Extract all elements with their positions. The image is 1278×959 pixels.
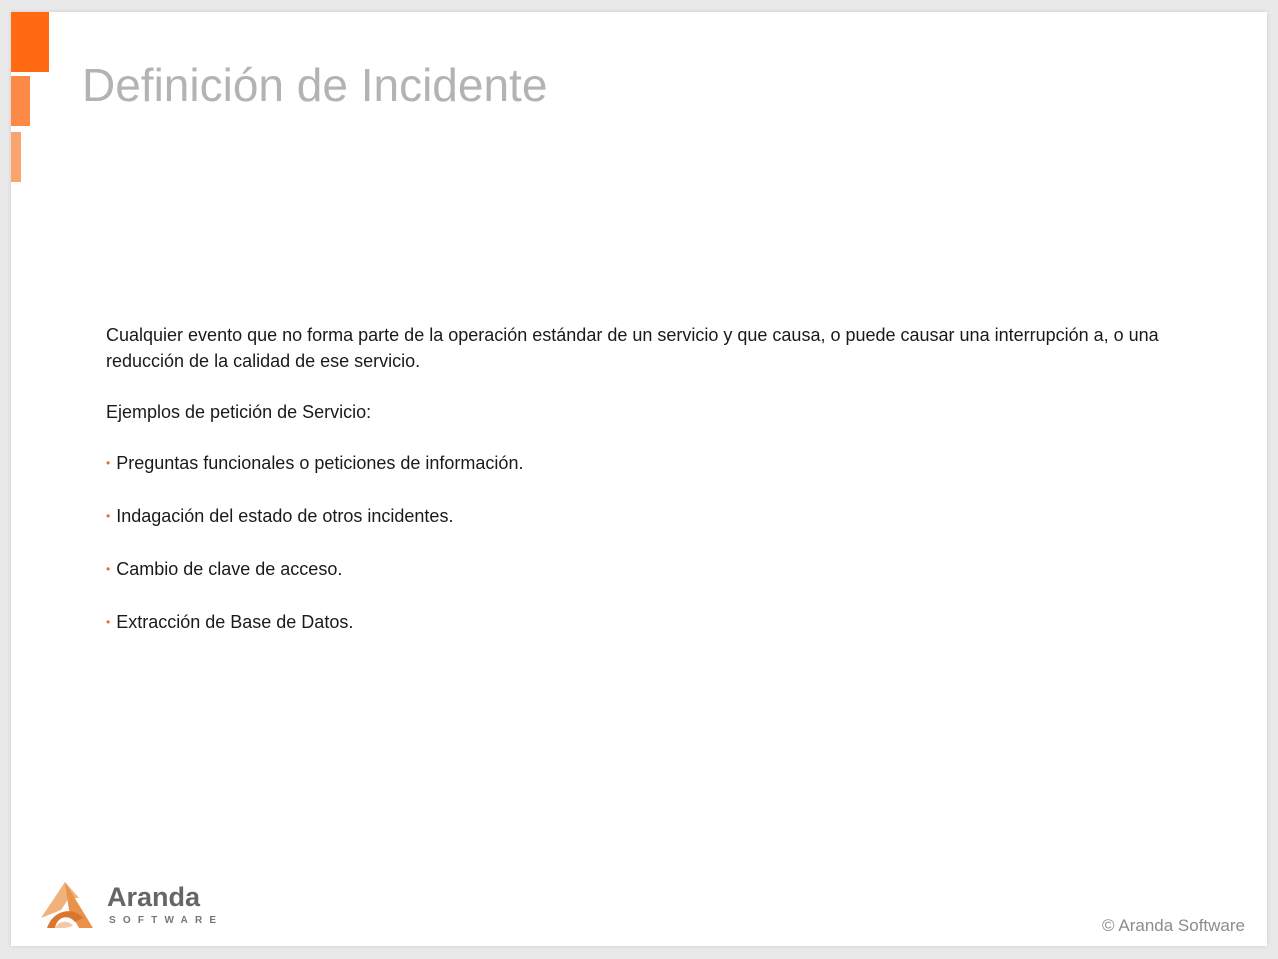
slide: [11, 12, 1267, 946]
bullet-item: [106, 504, 1186, 532]
bullet-text: Cambio de clave de acceso.: [116, 558, 343, 579]
logo-name: Aranda: [107, 882, 201, 912]
bullet-item: [106, 610, 1186, 638]
aranda-logo: [39, 876, 239, 932]
logo-subtitle: SOFTWARE: [109, 915, 224, 926]
definition-text: Cualquier evento que no forma parte de la operación estándar de un servicio y que causa, o puede causar una interrupción a, o una reducción de la calidad de ese servicio.: [106, 325, 1159, 371]
bullet-icon: •: [106, 561, 111, 576]
accent-bar-top: [11, 12, 49, 72]
aranda-logo-icon: [39, 876, 109, 932]
bullet-icon: •: [106, 614, 111, 629]
bullet-item: [106, 451, 1186, 479]
slide-title: Definición de Incidente: [82, 59, 548, 111]
bullet-text: Extracción de Base de Datos.: [116, 611, 354, 632]
bullet-text: Preguntas funcionales o peticiones de información.: [116, 452, 524, 473]
copyright-text: © Aranda Software: [1102, 916, 1245, 935]
accent-bar-bottom: [11, 132, 21, 182]
bullet-icon: •: [106, 455, 111, 470]
bullet-item: [106, 557, 1186, 585]
slide-body: [106, 323, 1186, 663]
bullet-icon: •: [106, 508, 111, 523]
bullet-text: Indagación del estado de otros incidentes.: [116, 505, 454, 526]
accent-bar-middle: [11, 76, 30, 126]
examples-heading: Ejemplos de petición de Servicio:: [106, 401, 372, 422]
